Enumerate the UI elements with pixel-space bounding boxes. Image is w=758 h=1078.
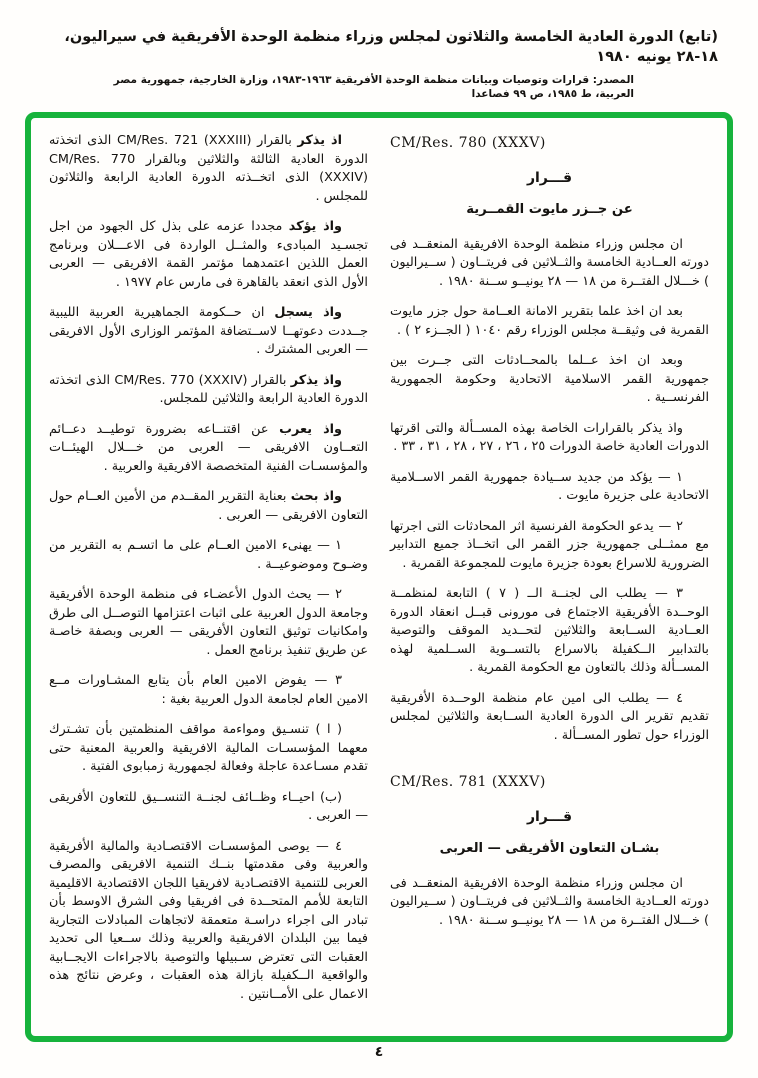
resolution-ref-780: CM/Res. 780 (XXXV) <box>390 135 546 152</box>
session-title: (تابع) الدورة العادية الخامسة والثلاثون لمجلس وزراء منظمة الوحدة الأفريقية في سيراليون، ١٨-٢٨ يونيه ١٩٨٠ <box>64 29 718 65</box>
page-number: ٤ <box>374 1044 384 1060</box>
paragraph: ٣ — يطلب الى لجنــة الــ ( ٧ ) التابعة لمنظمــة الوحــدة الأفريقية الاجتماع فى مورونى قبــل انعقاد الدورة العــادية الســابعة والثلاثين لتحــديد الموقف والتوصية بالتدابير الــكفيلة بالاسراع بالتســوية الســلمية لهذه المســألة وذلك بالتعاون مع الحكومة القمرية . <box>390 586 709 676</box>
paragraph <box>49 304 368 360</box>
paragraph-lead: واذ يسجل <box>274 305 342 321</box>
paragraph-text: ( ا ) تنسـيق ومواءمة مواقف المنظمتين بأن تشـترك معهما المؤسسـات المالية الافريقية والعربية المعنية حتى تقدم مسـاعدة عاجلة وفعالة لجمهورية زمبابوى الفتية . <box>49 722 368 775</box>
paragraph <box>49 421 368 477</box>
paragraph <box>49 488 368 525</box>
paragraph <box>49 537 368 574</box>
paragraph-lead: واذ يعرب <box>279 421 343 437</box>
paragraph <box>49 721 368 777</box>
paragraph: وبعد ان اخذ عــلما بالمحــادثات التى جــرت بين جمهورية القمر الاسلامية الاتحادية وحكومة الجمهورية الفرنســية . <box>390 353 709 406</box>
paragraph: ان مجلس وزراء منظمة الوحدة الافريقية المنعقــد فى دورته العــادية الخامسة والثــلاثين فى فريتــاون ( ســيراليون ) خـــلال الفتــرة من ١٨ — ٢٨ يونيــو ســنة ١٩٨٠ . <box>390 236 709 289</box>
left-column-body <box>49 132 368 1004</box>
paragraph <box>49 789 368 826</box>
resolution-subject-780: عن جــزر مايوت القمــرية <box>466 202 633 218</box>
resolution-780-body <box>390 236 709 746</box>
paragraph: ١ — يؤكد من جديد ســيادة جمهورية القمر الاســلامية الاتحادية على جزيرة مايوت . <box>390 469 709 504</box>
paragraph-text: (ب) احيــاء وظــائف لجنــة التنســيق للتعاون الأفريقى — العربى . <box>49 789 368 824</box>
column-right-resolutions <box>390 132 709 1026</box>
paragraph: واذ يذكر بالقرارات الخاصة بهذه المســألة والتى اقرتها الدورات العادية خاصة الدورات ٢٥ ، ٢٦ ، ٢٧ ، ٢٨ ، ٣١ ، ٣٣ . <box>390 420 709 455</box>
paragraph <box>49 838 368 1005</box>
paragraph-text: ١ — يهنىء الامين العــام على ما اتسـم به التقرير من وضـوح وموضوعيــة . <box>49 538 368 572</box>
two-column-layout <box>49 132 709 1026</box>
paragraph: ان مجلس وزراء منظمة الوحدة الافريقية المنعقــد فى دورته العــادية الخامسة والثــلاثين فى فريتــاون ( ســيراليون ) خـــلال الفتــرة من ١٨ — ٢٨ يونيــو ســنة ١٩٨٠ . <box>390 875 709 928</box>
paragraph-text: بعناية التقرير المقــدم من الأمين العــام حول التعاون الافريقى — العربى . <box>49 489 368 523</box>
paragraph-lead: اذ يذكر <box>297 133 342 149</box>
paragraph-text: بالقرار CM/Res. 721 (XXXIII) الذى اتخذته الدورة العادية الثالثة والثلاثين وبالقرار CM/Res. 770 (XXXIV) الذى اتخــذته الدورة العادية الرابعة والثلاثون للمجلس . <box>49 133 368 204</box>
paragraph-lead: واذ يذكر <box>290 372 342 388</box>
paragraph: ٢ — يدعو الحكومة الفرنسية اثر المحادثات التى اجرتها مع ممثــلى جمهورية جزر القمر الى اتخــاذ جميع التدابير الضرورية للاسراع بعودة جزيرة مايوت للمجموعة القمرية . <box>390 518 709 571</box>
paragraph-text: ٤ — يوصى المؤسسـات الاقتصـادية والمالية الأفريقية والعربية وفى مقدمتها بنــك التنمية الافريقى والمصرف العربى للتنمية الاقتصـادية لافريقيا اللجان الاقتصادية الاقليمية التابعة للأمم المتحــدة فى افريقيا وفى الشرق الاوسط بأن تبادر الى اجراء دراسـة متعمقة لاتجاهات المبادلات التجارية فيما بين البلدان الافريقية والعربية وذلك ســعيا الى تحديد العقبات التى تعترض سـبيلها والتوصية بالاجراءات الايجــابية والواقعية الــكفيلة بازالة هذه العقبات ، وعرض نتائج هذه الاعمال على الأمــانتين . <box>49 838 368 1002</box>
page-header <box>0 0 758 101</box>
paragraph-text: ان حــكومة الجماهيرية العربية الليبية جــددت دعوتهــا لاســتضافة المؤتمر الوزارى الأول الافريقى — العربى المشترك . <box>49 305 368 358</box>
paragraph <box>49 132 368 206</box>
paragraph-text: ٣ — يفوض الامين العام بأن يتابع المشـاورات مــع الامين العام لجامعة الدول العربية بغية : <box>49 673 368 707</box>
paragraph-text: بالقرار CM/Res. 770 (XXXIV) الذى اتخذته الدورة العادية الرابعة والثلاثين للمجلس. <box>49 372 368 407</box>
paragraph-text: ٢ — يحث الدول الأعضـاء فى منظمة الوحدة الأفريقية وجامعة الدول العربية على اثبات اعتزامها التوصــل الى طرق وامكانيات توثيق التعاون الأفريقى — العربى وبصفة خاصـة عن طريق تنفيذ برنامج العمل . <box>49 587 368 658</box>
paragraph <box>49 372 368 409</box>
paragraph: ٤ — يطلب الى امين عام منظمة الوحــدة الأفريقية تقديم تقرير الى الدورة العادية الســابعة والثلاثين لمجلس الوزراء حول تطور المســألة . <box>390 690 709 743</box>
paragraph-lead: واذ يؤكد <box>288 219 342 235</box>
paragraph-lead: واذ بحث <box>290 489 342 505</box>
paragraph: بعد ان اخذ علما بتقرير الامانة العــامة حول جزر مايوت القمرية فى وثيقــة مجلس الوزراء رقم ١٠٤٠ ( الجــزء ٢ ) . <box>390 304 709 338</box>
paragraph-text: عن اقتنــاعه بضرورة توطيــد دعــائم التعــاون الافريقى — العربى من خـــلال الهيئــات والمؤسسـات الفنية المتخصصة الافريقية والعربية . <box>49 421 368 474</box>
column-left-continuation <box>49 132 368 1026</box>
resolution-ref-781: CM/Res. 781 (XXXV) <box>390 774 546 791</box>
document-frame <box>25 112 733 1042</box>
resolution-781-body <box>390 875 709 931</box>
paragraph <box>49 218 368 292</box>
paragraph <box>49 672 368 709</box>
resolution-heading-780: قـــرار <box>526 169 573 186</box>
resolution-heading-781: قـــرار <box>526 808 573 825</box>
source-note: المصدر: قرارات وتوصيات وبيانات منظمة الوحدة الأفريقية ١٩٦٣-١٩٨٣، وزارة الخارجية، جمهورية مصر العربية، ط ١٩٨٥، ص ٩٩ فصاعدا <box>113 74 634 100</box>
paragraph-text: مجددا عزمه على بذل كل الجهود من اجل تجسـيد المبادىء والمثــل الواردة فى الاعـــلان وبرنامج العمل اللذين اعتمدهما مؤتمر القمة الافريقى — العربى الأول الذى انعقد بالقاهرة فى مارس عام ١٩٧٧ . <box>49 219 368 290</box>
paragraph <box>49 586 368 660</box>
resolution-subject-781: بشـان التعاون الأفريقى — العربى <box>439 841 660 857</box>
